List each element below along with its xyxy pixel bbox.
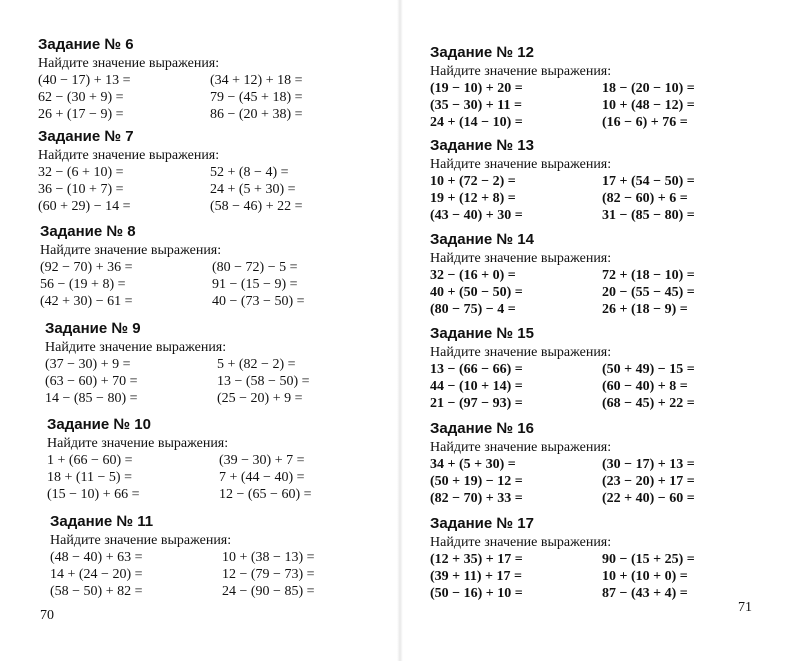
expression: 24 − (90 − 85) = [222,584,315,599]
expression: (35 − 30) + 11 = [430,98,522,113]
expression: (82 − 70) + 33 = [430,491,523,506]
expression: 31 − (85 − 80) = [602,208,695,223]
task-instruction: Найдите значение выражения: [430,345,612,360]
expression: 36 − (10 + 7) = [38,182,124,197]
task-7 [38,128,368,215]
expression: (80 − 75) − 4 = [430,302,516,317]
expression: 26 + (17 − 9) = [38,107,124,122]
expression: 14 + (24 − 20) = [50,567,143,582]
task-15 [430,325,760,412]
expression: (50 − 16) + 10 = [430,586,523,601]
task-8 [40,223,370,310]
expression: (60 + 29) − 14 = [38,199,131,214]
expression: 91 − (15 − 9) = [212,277,298,292]
task-instruction: Найдите значение выражения: [38,148,220,163]
expression: (16 − 6) + 76 = [602,115,688,130]
expression: 21 − (97 − 93) = [430,396,523,411]
expression: 10 + (72 − 2) = [430,174,516,189]
page-number: 70 [40,608,54,623]
expression: 52 + (8 − 4) = [210,165,289,180]
expression: 90 − (15 + 25) = [602,552,695,567]
expression: 40 + (50 − 50) = [430,285,523,300]
right-page [400,0,800,661]
task-16 [430,420,760,507]
expression: (92 − 70) + 36 = [40,260,133,275]
expression-grid [47,452,377,503]
expression: 79 − (45 + 18) = [210,90,303,105]
expression: 17 + (54 − 50) = [602,174,695,189]
expression: 10 + (48 − 12) = [602,98,695,113]
expression: (15 − 10) + 66 = [47,487,140,502]
expression: (40 − 17) + 13 = [38,73,131,88]
expression: 5 + (82 − 2) = [217,357,296,372]
task-instruction: Найдите значение выражения: [430,64,612,79]
expression: (82 − 60) + 6 = [602,191,688,206]
expression: 62 − (30 + 9) = [38,90,124,105]
task-instruction: Найдите значение выражения: [430,440,612,455]
expression: (34 + 12) + 18 = [210,73,303,88]
task-instruction: Найдите значение выражения: [38,56,220,71]
task-14 [430,231,760,318]
task-instruction: Найдите значение выражения: [40,243,222,258]
task-title: Задание № 8 [40,223,136,240]
expression: (19 − 10) + 20 = [430,81,523,96]
expression: (22 + 40) − 60 = [602,491,695,506]
expression: 32 − (6 + 10) = [38,165,124,180]
expression: (39 − 30) + 7 = [219,453,305,468]
expression-grid [38,164,368,215]
expression: 10 + (38 − 13) = [222,550,315,565]
expression: 24 + (5 + 30) = [210,182,296,197]
expression: (63 − 60) + 70 = [45,374,138,389]
expression-grid [45,356,375,407]
task-title: Задание № 9 [45,320,141,337]
expression: 72 + (18 − 10) = [602,268,695,283]
expression-grid [430,361,760,412]
expression: 13 − (66 − 66) = [430,362,523,377]
expression-grid [50,549,380,600]
expression: (68 − 45) + 22 = [602,396,695,411]
expression: (50 + 49) − 15 = [602,362,695,377]
expression-grid [430,551,760,602]
expression: 56 − (19 + 8) = [40,277,126,292]
task-instruction: Найдите значение выражения: [430,251,612,266]
task-instruction: Найдите значение выражения: [45,340,227,355]
task-title: Задание № 13 [430,137,534,154]
expression: (60 − 40) + 8 = [602,379,688,394]
expression: (39 + 11) + 17 = [430,569,522,584]
task-9 [45,320,375,407]
expression: (43 − 40) + 30 = [430,208,523,223]
expression: 44 − (10 + 14) = [430,379,523,394]
expression: (80 − 72) − 5 = [212,260,298,275]
expression: (12 + 35) + 17 = [430,552,523,567]
expression: 19 + (12 + 8) = [430,191,516,206]
expression: (23 − 20) + 17 = [602,474,695,489]
task-instruction: Найдите значение выражения: [430,157,612,172]
expression: 12 − (65 − 60) = [219,487,312,502]
expression: (30 − 17) + 13 = [602,457,695,472]
expression: 86 − (20 + 38) = [210,107,303,122]
task-instruction: Найдите значение выражения: [50,533,232,548]
expression: 20 − (55 − 45) = [602,285,695,300]
expression-grid [430,80,760,131]
task-instruction: Найдите значение выражения: [430,535,612,550]
task-instruction: Найдите значение выражения: [47,436,229,451]
expression: (25 − 20) + 9 = [217,391,303,406]
expression: (50 + 19) − 12 = [430,474,523,489]
expression-grid [430,173,760,224]
expression: 13 − (58 − 50) = [217,374,310,389]
expression: (58 − 46) + 22 = [210,199,303,214]
task-title: Задание № 12 [430,44,534,61]
expression: 10 + (10 + 0) = [602,569,688,584]
task-title: Задание № 11 [50,513,154,530]
expression-grid [430,267,760,318]
task-title: Задание № 14 [430,231,534,248]
task-title: Задание № 17 [430,515,534,532]
expression: (37 − 30) + 9 = [45,357,131,372]
expression: 24 + (14 − 10) = [430,115,523,130]
task-12 [430,44,760,131]
task-title: Задание № 10 [47,416,151,433]
expression: 26 + (18 − 9) = [602,302,688,317]
task-title: Задание № 15 [430,325,534,342]
task-10 [47,416,377,503]
task-title: Задание № 6 [38,36,134,53]
expression: 40 − (73 − 50) = [212,294,305,309]
expression-grid [38,72,368,123]
task-6 [38,36,368,123]
expression: 18 − (20 − 10) = [602,81,695,96]
task-17 [430,515,760,602]
expression: 87 − (43 + 4) = [602,586,688,601]
expression-grid [430,456,760,507]
expression: 34 + (5 + 30) = [430,457,516,472]
expression: 7 + (44 − 40) = [219,470,305,485]
expression-grid [40,259,370,310]
expression: 32 − (16 + 0) = [430,268,516,283]
expression: (42 + 30) − 61 = [40,294,133,309]
task-13 [430,137,760,224]
task-title: Задание № 16 [430,420,534,437]
expression: (48 − 40) + 63 = [50,550,143,565]
expression: 18 + (11 − 5) = [47,470,132,485]
task-title: Задание № 7 [38,128,134,145]
expression: 1 + (66 − 60) = [47,453,133,468]
task-11 [50,513,380,600]
page-number: 71 [738,600,752,615]
expression: 12 − (79 − 73) = [222,567,315,582]
expression: 14 − (85 − 80) = [45,391,138,406]
expression: (58 − 50) + 82 = [50,584,143,599]
